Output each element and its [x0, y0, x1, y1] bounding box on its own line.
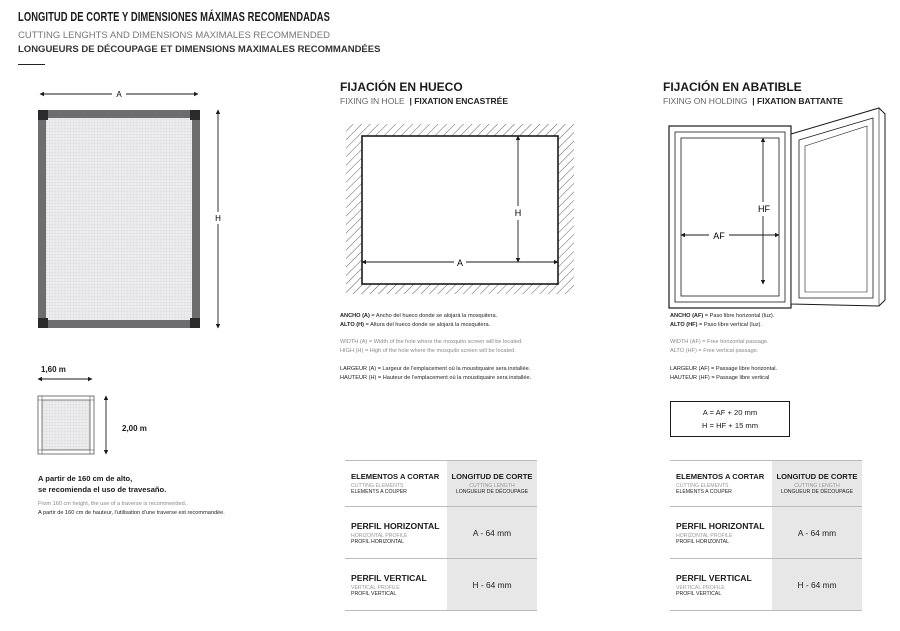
abatible-desc-en: WIDTH (AF) = Free horizontal passage. ALTO (HF) = Free vertical passage.: [670, 339, 769, 354]
swing-fixing-diagram: [665, 104, 895, 314]
page-subtitle-en: CUTTING LENGHTS AND DIMENSIONS MAXIMALES RECOMMENDED: [18, 30, 330, 41]
traverse-note-fr: A partir de 160 cm de hauteur, l'utilisation d'une traverse est recommandée.: [38, 510, 225, 516]
page-title: LONGITUD DE CORTE Y DIMENSIONES MÁXIMAS RECOMENDADAS: [18, 10, 330, 24]
hueco-subtitle: FIXING IN HOLE | FIXATION ENCASTRÉE: [340, 96, 509, 106]
table-header-length: LONGITUD DE CORTE CUTTING LENGTH LONGUEUR DE DÉCOUPAGE: [447, 461, 537, 507]
max-width-label: 1,60 m: [41, 365, 66, 374]
table-row: PERFIL HORIZONTAL HORIZONTAL PROFILE PROFIL HORIZONTAL A - 64 mm: [670, 507, 862, 559]
abatible-desc-fr: LARGEUR (AF) = Passage libre horizontal. HAUTEUR (HF) = Passage libre vertical: [670, 366, 778, 381]
title-underline: [18, 64, 45, 65]
page-subtitle-fr: LONGUEURS DE DÉCOUPAGE ET DIMENSIONS MAXIMALES RECOMMANDÉES: [18, 44, 381, 55]
formula-height: H = HF + 15 mm: [701, 421, 759, 430]
max-dimensions-diagram: [34, 374, 144, 462]
window-opening: [681, 138, 779, 296]
table-row: PERFIL VERTICAL VERTICAL PROFILE PROFIL VERTICAL H - 64 mm: [670, 559, 862, 611]
traverse-note-es: A partir de 160 cm de alto, se recomienda el uso de travesaño.: [38, 474, 167, 494]
traverse-note-en: From 160 cm height, the use of a traverse is recommended..: [38, 501, 188, 507]
free-width-label: AF: [713, 231, 725, 241]
abatible-title: FIJACIÓN EN ABATIBLE: [663, 80, 802, 94]
abatible-desc-es: ANCHO (AF) = Paso libre horizontal (luz). ALTO (HF) = Paso libre vertical (luz).: [670, 313, 775, 328]
corner-piece: [38, 318, 48, 328]
formula-box: [670, 401, 790, 437]
hueco-desc-en: WIDTH (A) = Width of the hole where the mosquito screen will be located. HIGH (H) = High of the hole where the mosquito screen will be located.: [340, 339, 523, 354]
mesh-panel: [46, 118, 192, 320]
max-height-label: 2,00 m: [122, 424, 147, 433]
screen-frame-diagram: [28, 80, 228, 340]
hole-fixing-diagram: [340, 120, 580, 300]
table-header-elements: ELEMENTOS A CORTAR CUTTING ELEMENTS ELEMENTS A COUPER: [670, 461, 772, 507]
table-row: PERFIL VERTICAL VERTICAL PROFILE PROFIL VERTICAL H - 64 mm: [345, 559, 537, 611]
hole-height-label: H: [514, 208, 522, 218]
hueco-desc-es: ANCHO (A) = Ancho del hueco donde se alojará la mosquitera. ALTO (H) = Altura del hueco donde se alojará la mosquitera.: [340, 313, 498, 328]
corner-piece: [190, 318, 200, 328]
cutting-table-hueco: [345, 460, 537, 611]
abatible-subtitle: FIXING ON HOLDING | FIXATION BATTANTE: [663, 96, 843, 106]
table-header-elements: ELEMENTOS A CORTAR CUTTING ELEMENTS ELEMENTS A COUPER: [345, 461, 447, 507]
hueco-title: FIJACIÓN EN HUECO: [340, 80, 463, 94]
corner-piece: [38, 110, 48, 120]
corner-piece: [190, 110, 200, 120]
width-label: A: [116, 90, 122, 99]
hueco-desc-fr: LARGEUR (A) = Largeur de l'emplacement où la moustiquaire sera installée. HAUTEUR (H) = Hauteur de l'emplacement où la moustiquaire sera installée.: [340, 366, 532, 381]
hole-width-label: A: [456, 258, 464, 268]
small-mesh: [42, 400, 90, 450]
formula-width: A = AF + 20 mm: [702, 408, 758, 417]
table-header-length: LONGITUD DE CORTE CUTTING LENGTH LONGUEUR DE DÉCOUPAGE: [772, 461, 862, 507]
table-row: PERFIL HORIZONTAL HORIZONTAL PROFILE PROFIL HORIZONTAL A - 64 mm: [345, 507, 537, 559]
height-label: H: [215, 214, 221, 223]
cutting-table-abatible: [670, 460, 862, 611]
free-height-label: HF: [758, 204, 770, 214]
